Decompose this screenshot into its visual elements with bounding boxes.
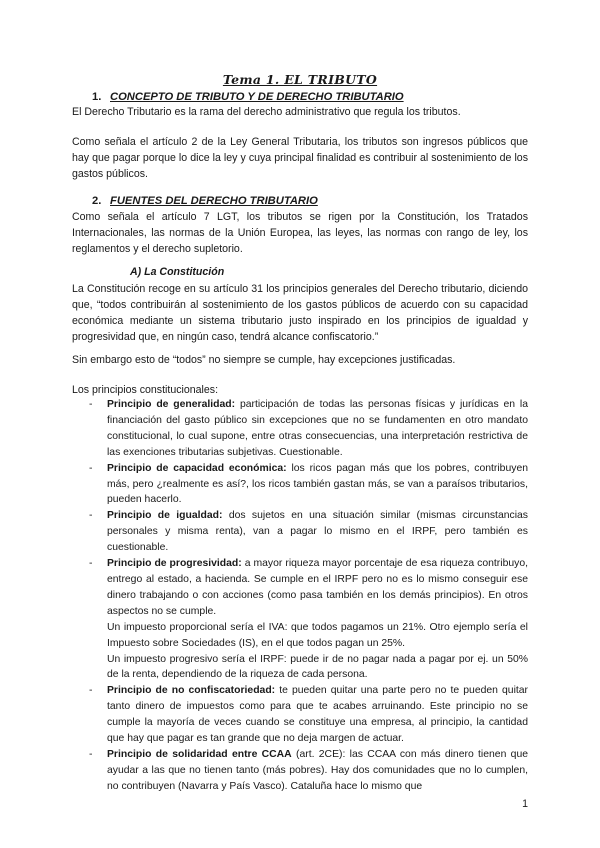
paragraph: Los principios constitucionales: [72,384,219,396]
section-title: CONCEPTO DE TRIBUTO Y DE DERECHO TRIBUTARIO [110,91,404,103]
principle-text: te pueden quitar una parte pero no te pueden quitar tanto dinero de impuestos como para que te acabes arruinando. Este principio no se cumple la mayoría de veces cuando se constituye una empresa, al principio, la cantidad que hay que pagar es tan grande que no deja margen de actuar. [107,685,529,745]
list-item [72,461,528,509]
principles-list [72,397,528,795]
subsection-heading: A) La Constitución [130,266,225,278]
bullet-dash: - [89,748,93,760]
paragraph: El Derecho Tributario es la rama del derecho administrativo que regula los tributos. [72,106,461,118]
bullet-dash: - [89,462,93,474]
bullet-dash: - [89,399,93,410]
principle-extra-text: Un impuesto progresivo sería el IRPF: puede ir de no pagar nada a pagar por ej. un 50% de la renta, dependiendo de la riqueza de cada persona. [107,653,528,681]
bullet-dash: - [89,685,93,697]
principle-extra-text: Un impuesto proporcional sería el IVA: que todos pagamos un 21%. Otro ejemplo sería el Impuesto sobre Sociedades (IS), en el que todos pagan un 25%. [107,621,528,649]
principle-text: los ricos pagan más que los pobres, contribuyen más, pero ¿realmente es así?, los ricos también gastan más, se van a paraísos tributarios, pueden hacerlo. [107,462,528,506]
bullet-dash: - [89,558,93,570]
list-item [72,683,528,747]
paragraph: Sin embargo esto de “todos” no siempre se cumple, hay excepciones justificadas. [72,354,456,366]
section-heading-2 [92,195,318,207]
bullet-dash: - [89,510,93,522]
list-item [72,556,528,683]
list-item [72,508,528,556]
principle-term: Principio de capacidad económica: [107,462,287,474]
page-number: 1 [522,798,528,810]
section-number: 1. [92,91,102,103]
principle-term: Principio de progresividad: [107,558,242,570]
section-heading-1 [92,91,404,103]
principle-term: Principio de no confiscatoriedad: [107,685,276,697]
paragraph: La Constitución recoge en su artículo 31 los principios generales del Derecho tributario, diciendo que, “todos contribuirán al sostenimiento de los gastos públicos de acuerdo con su capacidad económica mediante un sistema tributario justo inspirado en los principios de igualdad y progresividad que, en ningún caso, tendrá alcance confiscatorio.” [72,283,528,344]
principle-text: dos sujetos en una situación similar (mismas circunstancias personales y misma renta), van a pagar lo mismo en el IRPF, pero también es cuestionable. [107,510,528,554]
document-title: Tema 1. EL TRIBUTO [222,72,378,87]
list-item [72,747,528,795]
section-title: FUENTES DEL DERECHO TRIBUTARIO [110,195,318,207]
list-item [72,397,528,461]
principle-text: (art. 2CE): las CCAA con más dinero tienen que ayudar a las que no tienen tanto (más pobres). Hay dos comunidades que no lo cumplen, no contribuyen (Navarra y País Vasco). Cataluña hace lo mismo que [107,748,528,792]
paragraph: Como señala el artículo 7 LGT, los tributos se rigen por la Constitución, los Tratados Internacionales, las normas de la Unión Europea, las leyes, las normas con rango de ley, los reglamentos y el derecho supletorio. [72,211,528,256]
principle-term: Principio de generalidad: [107,399,236,410]
principle-term: Principio de solidaridad entre CCAA [107,748,292,760]
section-number: 2. [92,195,102,207]
principle-term: Principio de igualdad: [107,510,223,522]
paragraph: Como señala el artículo 2 de la Ley General Tributaria, los tributos son ingresos públicos que hay que pagar porque lo dice la ley y cuya principal finalidad es contribuir al sostenimiento de los gastos públicos. [72,136,528,181]
principle-text: participación de todas las personas físicas y jurídicas en la financiación del gasto público sin excepciones que no se fundamenten en otro mandato constitucional, lo cual supone, entre otras consecuencias, una interpretación restrictiva de las exenciones tributarias subjetivas. Cuestionable. [107,399,529,458]
principle-text: a mayor riqueza mayor porcentaje de esa riqueza contribuyo, entrego al estado, a hacienda. Se cumple en el IRPF pero no es lo mismo conseguir ese dinero trabajando o con acciones (como pasa también en los demás principios). En otros aspectos no se cumple. [107,558,528,617]
